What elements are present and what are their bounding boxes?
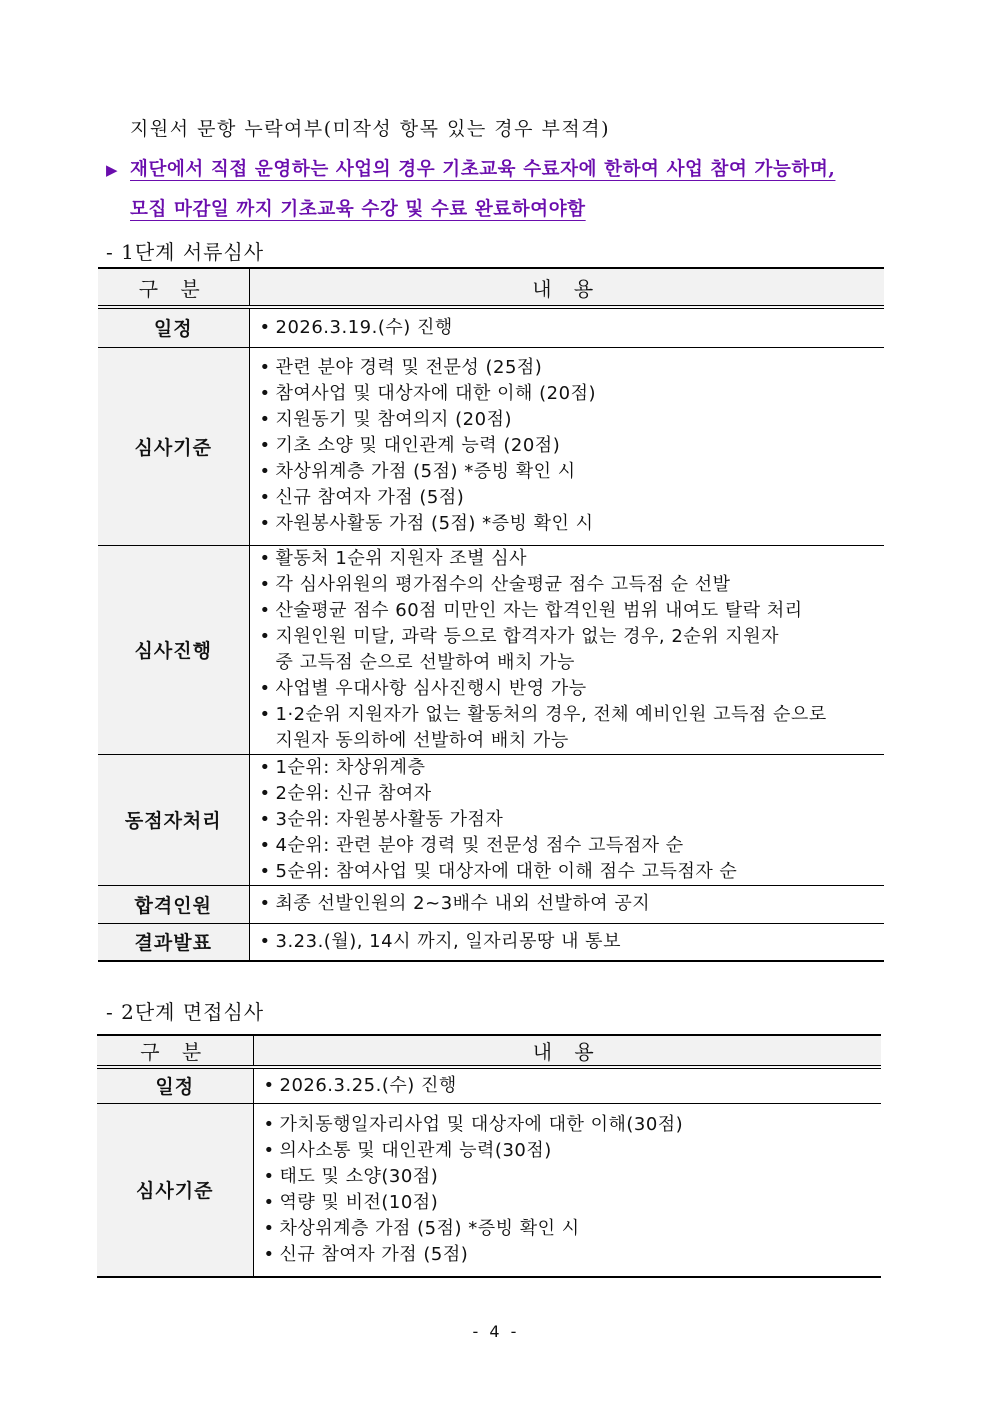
bullet-text: 3순위: 자원봉사활동 가점자 [275,808,504,830]
row-content [253,1103,881,1277]
bullet-text: 신규 참여자 가점 (5점) [275,487,465,508]
bullet-item [260,781,885,807]
bullet-icon: • [259,435,271,456]
bullet-text: 5순위: 참여사업 및 대상자에 대한 이해 점수 고득점자 순 [275,860,738,882]
bullet-item [260,355,885,381]
bullet-text: 2026.3.19.(수) 진행 [275,316,453,338]
row-content [249,923,884,961]
row-label: 동점자처리 [98,754,249,885]
bullet-item [260,315,885,341]
row-content [249,885,884,923]
bullet-text: 신규 참여자 가점 (5점) [279,1243,469,1265]
row-label: 결과발표 [98,923,249,961]
table-row [98,754,884,885]
bullet-text: 3.23.(월), 14시 까지, 일자리몽땅 내 통보 [275,930,621,952]
row-label: 심사기준 [98,347,249,545]
table-row [98,923,884,961]
row-content [249,754,884,885]
bullet-icon: • [263,1217,275,1239]
bullet-text: 지원인원 미달, 과락 등으로 합격자가 없는 경우, 2순위 지원자 [275,625,779,647]
bullet-text: 산술평균 점수 60점 미만인 자는 합격인원 범위 내여도 탈락 처리 [275,599,803,621]
bullet-icon: • [259,547,271,569]
header-category: 구 분 [97,1035,253,1067]
table-row [98,347,884,545]
row-label: 일정 [97,1067,253,1103]
table-header-row [97,1035,881,1067]
bullet-icon: • [259,513,271,534]
bullet-item [260,511,885,537]
bullet-icon: • [263,1113,275,1135]
bullet-text: 최종 선발인원의 2~3배수 내외 선발하여 공지 [275,893,651,914]
table-row [97,1067,881,1103]
notice-text-1: 재단에서 직접 운영하는 사업의 경우 기초교육 수료자에 한하여 사업 참여 가능하며, [130,159,836,180]
header-content: 내 용 [253,1035,881,1067]
bullet-icon: • [259,782,271,804]
bullet-item [264,1242,882,1268]
bullet-item [260,929,885,955]
bullet-item [260,859,885,885]
bullet-text: 차상위계층 가점 (5점) *증빙 확인 시 [275,461,576,482]
bullet-icon: • [259,487,271,508]
bullet-icon: • [259,860,271,882]
stage1-title: - 1단계 서류심사 [106,240,265,264]
stage2-title: - 2단계 면접심사 [106,1000,265,1024]
bullet-icon: • [259,677,271,699]
bullet-icon: • [259,625,271,647]
bullet-item [260,459,885,485]
bullet-item [260,546,885,572]
bullet-icon: • [259,357,271,378]
bullet-item [260,407,885,433]
bullet-item [264,1164,882,1190]
bullet-item [260,381,885,407]
bullet-icon: • [259,316,271,338]
bullet-item [260,833,885,859]
table-row [98,545,884,754]
bullet-item [264,1190,882,1216]
row-label: 일정 [98,307,249,347]
bullet-item [260,433,885,459]
bullet-text: 참여사업 및 대상자에 대한 이해 (20점) [275,383,596,404]
row-content [249,347,884,545]
bullet-text: 4순위: 관련 분야 경력 및 전문성 점수 고득점자 순 [275,834,684,856]
bullet-text: 관련 분야 경력 및 전문성 (25점) [275,357,543,378]
table-row [97,1103,881,1277]
notice-line-2: 모집 마감일 까지 기초교육 수강 및 수료 완료하여야함 [130,199,586,220]
bullet-item [260,807,885,833]
bullet-item [264,1112,882,1138]
table-row [98,307,884,347]
bullet-icon: • [259,893,271,914]
bullet-text: 2026.3.25.(수) 진행 [279,1074,457,1096]
bullet-text-continued: 중 고득점 순으로 선발하여 배치 가능 [275,651,575,673]
bullet-item [264,1073,882,1099]
bullet-icon: • [259,383,271,404]
bullet-text: 2순위: 신규 참여자 [275,782,432,804]
triangle-arrow-icon: ▶ [106,161,118,179]
bullet-text: 차상위계층 가점 (5점) *증빙 확인 시 [279,1217,580,1239]
bullet-icon: • [263,1139,275,1161]
header-content: 내 용 [249,268,884,307]
bullet-text: 사업별 우대사항 심사진행시 반영 가능 [275,677,587,699]
page-number: - 4 - [472,1322,520,1341]
bullet-text: 1순위: 차상위계층 [275,756,426,778]
bullet-item [260,676,885,702]
bullet-icon: • [263,1191,275,1213]
bullet-item [260,891,885,917]
bullet-icon: • [259,599,271,621]
notice-line-1 [106,155,835,181]
bullet-text-continued: 지원자 동의하에 선발하여 배치 가능 [275,729,569,751]
bullet-text: 기초 소양 및 대인관계 능력 (20점) [275,435,561,456]
row-content [249,307,884,347]
bullet-text: 역량 및 비전(10점) [279,1191,439,1213]
bullet-icon: • [259,930,271,952]
bullet-item [260,624,885,676]
bullet-text: 1·2순위 지원자가 없는 활동처의 경우, 전체 예비인원 고득점 순으로 [275,703,827,725]
bullet-icon: • [259,573,271,595]
intro-line: 지원서 문항 누락여부(미작성 항목 있는 경우 부적격) [130,118,610,140]
stage2-table [97,1034,881,1278]
bullet-text: 가치동행일자리사업 및 대상자에 대한 이해(30점) [279,1113,684,1135]
bullet-icon: • [259,703,271,725]
bullet-icon: • [263,1243,275,1265]
bullet-icon: • [263,1074,275,1096]
row-label: 합격인원 [98,885,249,923]
bullet-text: 활동처 1순위 지원자 조별 심사 [275,547,527,569]
row-label: 심사기준 [97,1103,253,1277]
bullet-text: 태도 및 소양(30점) [279,1165,439,1187]
row-content [249,545,884,754]
table-header-row [98,268,884,307]
bullet-item [260,598,885,624]
bullet-text: 자원봉사활동 가점 (5점) *증빙 확인 시 [275,513,594,534]
row-content [253,1067,881,1103]
bullet-icon: • [259,409,271,430]
stage1-table [98,267,884,962]
bullet-icon: • [259,808,271,830]
bullet-text: 지원동기 및 참여의지 (20점) [275,409,512,430]
row-label: 심사진행 [98,545,249,754]
bullet-icon: • [259,756,271,778]
bullet-item [264,1138,882,1164]
bullet-text: 각 심사위원의 평가점수의 산술평균 점수 고득점 순 선발 [275,573,731,595]
bullet-item [260,702,885,754]
header-category: 구 분 [98,268,249,307]
bullet-icon: • [259,461,271,482]
bullet-text: 의사소통 및 대인관계 능력(30점) [279,1139,552,1161]
bullet-icon: • [259,834,271,856]
table-row [98,885,884,923]
bullet-icon: • [263,1165,275,1187]
bullet-item [264,1216,882,1242]
bullet-item [260,572,885,598]
bullet-item [260,485,885,511]
bullet-item [260,755,885,781]
